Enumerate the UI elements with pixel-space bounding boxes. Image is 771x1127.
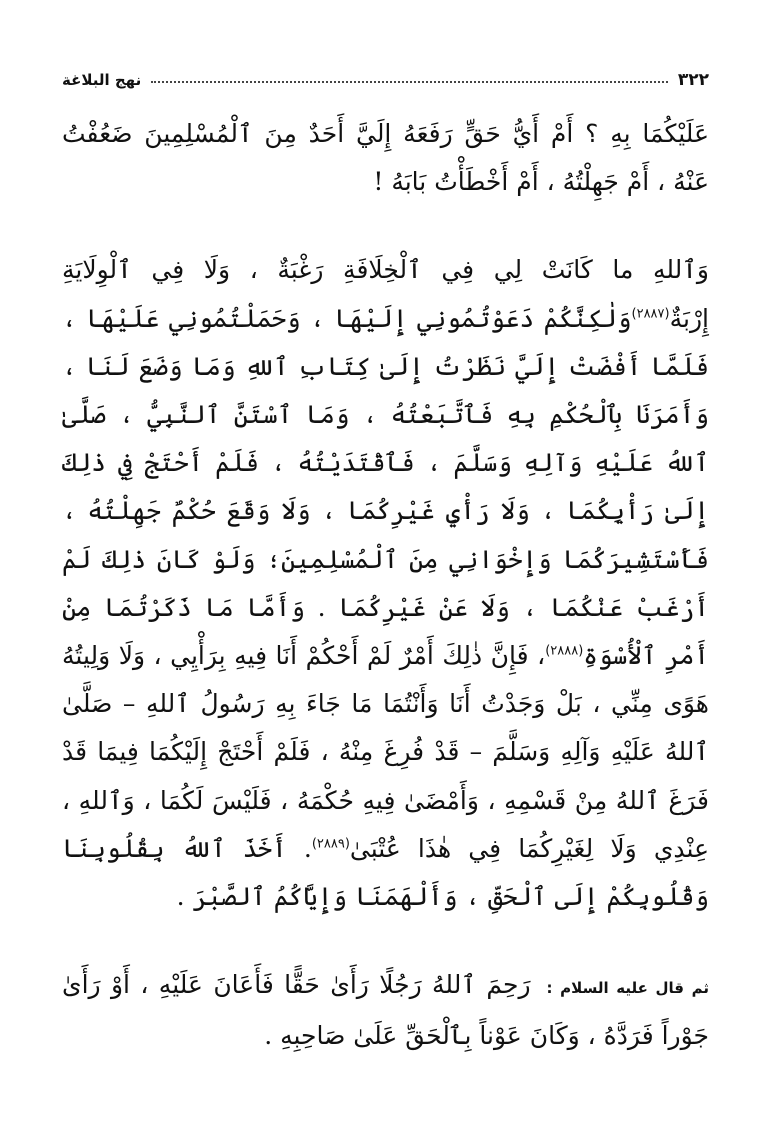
book-title: نهج البلاغة (62, 71, 142, 89)
footnote-marker: (٢٨٨٩) (311, 836, 350, 852)
header-dotted-leader (151, 81, 668, 83)
footnote-marker: (٢٨٨٧) (631, 306, 670, 322)
text-segment: ، فَإِنَّ ذٰلِكَ أَمْرٌ لَمْ أَحْكُمْ أَنَا فِيهِ بِرَأْيِي ، وَلَا وَلِيتُهُ هَوًى مِنِّي ، بَلْ وَجَدْتُ أَنَا وَأَنْتُمَا مَا جَاءَ بِهِ رَسُولُ ٱللهِ – صَلَّىٰ ٱللهُ عَلَيْهِ وَآلِهِ وَسَلَّمَ – قَدْ فُرِغَ مِنْهُ ، فَلَمْ أَحْتَجْ إِلَيْكُمَا فِيمَا قَدْ فَرَغَ ٱللهُ مِنْ قَسْمِهِ ، وَأَمْضَىٰ فِيهِ حُكْمَهُ ، فَلَيْسَ لَكُمَا ، وَٱللهِ ، عِنْدِي وَلَا لِغَيْرِكُمَا فِي هٰذَا عُتْبَىٰ (62, 641, 710, 863)
speaker-label: ثم قال عليه السلام : (546, 979, 710, 998)
text-segment: عَلَيْكُمَا بِهِ ؟ أَمْ أَيُّ حَقٍّ رَفَعَهُ إِلَيَّ أَحَدٌ مِنَ ٱلْمُسْلِمِينَ ضَعُفْتُ عَنْهُ ، أَمْ جَهِلْتُهُ ، أَمْ أَخْطَأْتُ بَابَهُ ! (62, 119, 709, 197)
paragraph-saying (62, 961, 709, 1060)
text-segment: رَحِمَ ٱللهُ رَجُلًا رَأَىٰ حَقًّا فَأَعَانَ عَلَيْهِ ، أَوْ رَأَىٰ جَوْراً فَرَدَّهُ ، وَكَانَ عَوْناً بِٱلْحَقِّ عَلَىٰ صَاحِبِهِ . (62, 970, 709, 1051)
page-number: ٣٢٢ (677, 70, 709, 90)
running-header (62, 66, 709, 94)
text-segment: وَٱللهِ ما كَانَتْ لِي فِي ٱلْخِلَافَةِ رَغْبَةٌ ، وَلَا فِي ٱلْوِلَايَةِ إِرْبَةٌ (62, 255, 709, 333)
footnote-marker: (٢٨٨٨) (545, 643, 584, 659)
paragraph-reply (62, 246, 709, 921)
body-text (62, 110, 709, 1061)
text-segment: . أَخَذَ ٱللهُ بِقُلُوبِنَا وَقُلُوبِكُمْ إِلَى ٱلْحَقِّ ، وَأَلْهَمَنَا وَإِيَّاكُمُ ٱلصَّبْرَ . (62, 833, 709, 912)
text-segment: وَلٰكِنَّكُمْ دَعَوْتُمُونِي إِلَيْهَا ، وَحَمَلْتُمُونِي عَلَيْهَا ، فَلَمَّا أَفْضَتْ إِلَيَّ نَظَرْتُ إِلَىٰ كِتَابِ ٱللهِ وَمَا وَضَعَ لَنَا ، وَأَمَرَنَا بِٱلْحُكْمِ بِهِ فَٱتَّبَعْتُهُ ، وَمَا ٱسْتَنَّ ٱلنَّبِيُّ ، صَلَّىٰ ٱللهُ عَلَيْهِ وَآلِهِ وَسَلَّمَ ، فَٱقْتَدَيْتُهُ ، فَلَمْ أَحْتَجْ فِي ذٰلِكَ إِلَىٰ رَأْيِكُمَا ، وَلَا رَأْيِ غَيْرِكُمَا ، وَلَا وَقَعَ حُكْمٌ جَهِلْتُهُ ، فَأَسْتَشِيرَكُمَا وَإِخْوَانِي مِنَ ٱلْمُسْلِمِينَ؛ وَلَوْ كَانَ ذٰلِكَ لَمْ أَرْغَبْ عَنْكُمَا ، وَلَا عَنْ غَيْرِكُمَا . وَأَمَّا مَا ذَكَرْتُمَا مِنْ أَمْرِ ٱلْأُسْوَةِ (62, 303, 709, 671)
paragraph-continuation (62, 110, 709, 206)
